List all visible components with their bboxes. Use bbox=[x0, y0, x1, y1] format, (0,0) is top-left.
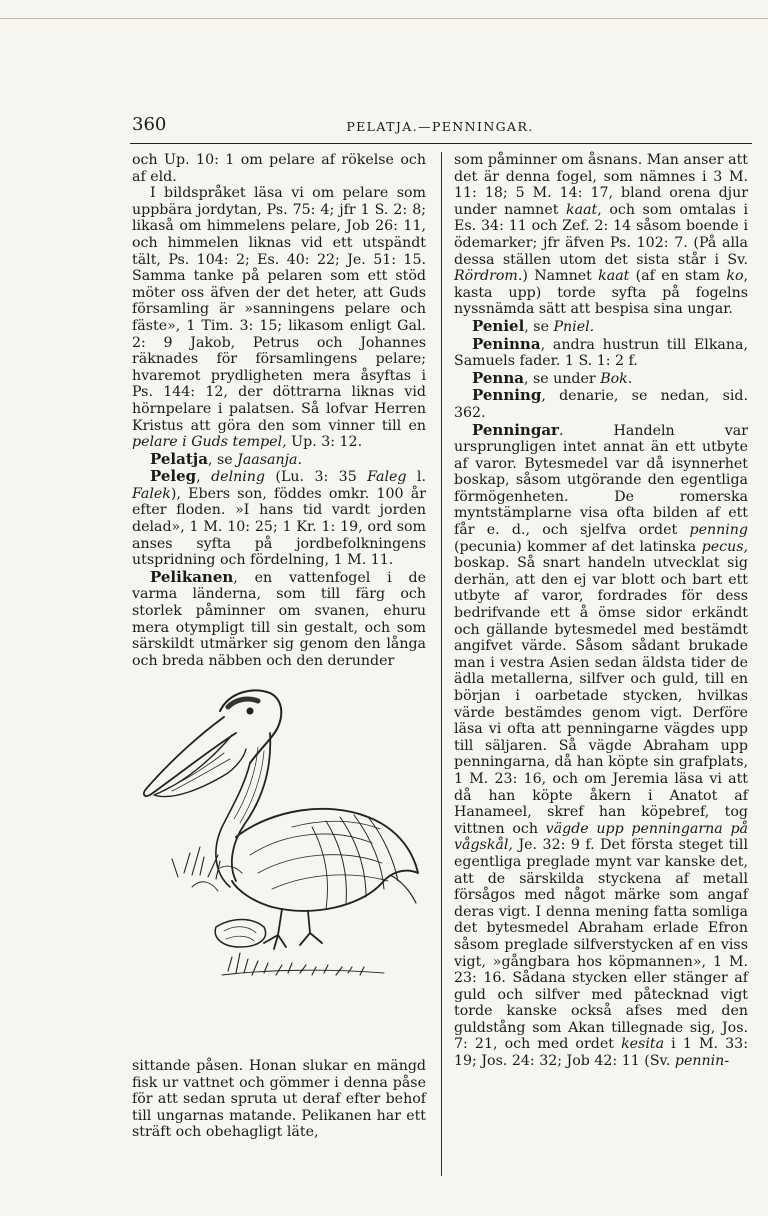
entry-penningar: Penningar. Handeln var ursprungligen intet annat än ett utbyte af varor. Bytesmedel var då isynnerhet boskap, såsom utgörande den egentliga förmögenheten. De romerska myntstämplarne visa ofta bilden af ett får e. d., och sjelfva ordet penning (pecunia) kommer af det latinska pecus, boskap. Så snart handeln utvecklat sig derhän, att den ej var blott och bart ett utbyte af varor, fordrades för dess bedrifvande ett å ömse sidor erkändt och gällande bytesmedel med bestämdt angifvet värde. Såsom sådant brukade man i vestra Asien sedan äldsta tider de ädla metallerna, silfver och guld, till en början i oarbetade stycken, hvilkas värde bestämdes genom vigt. Derföre läsa vi ofta att penningarne vägdes upp till säljaren. Så vägde Abraham upp penningarna, då han köpte sin grafplats, 1 M. 23: 16, och om Jeremia läsa vi att då han köpte åkern i Anatot af Hanameel, skref han köpebref, tog vittnen och vägde upp penningarna på vågskål, Je. 32: 9 f. Det första steget till egentliga preglade mynt var kanske det, att de särskilda styckena af metall försågos med något märke som angaf deras vigt. I denna mening fatta somliga det bytesmedel Abraham erlade Efron såsom preglade silfverstycken af en viss vigt, »gångbara hos köpmannen», 1 M. 23: 16. Sådana stycken eller stänger af guld och silfver med påtecknad vigt torde kanske också afses med den guldstång som Akan tillegnade sig, Jos. 7: 21, och med ordet kesita i 1 M. 33: 19; Jos. 24: 32; Job 42: 11 (Sv. pennin- bbox=[454, 420, 748, 1070]
header-rule bbox=[130, 143, 752, 144]
paragraph-pelikanen-cont: sittande påsen. Honan slukar en mängd fisk ur vattnet och gömmer i denna påse för att sedan spruta ut deraf efter behof till ungarnas matande. Pelikanen har ett sträft och obehagligt läte, bbox=[132, 1058, 426, 1141]
pelikanen-continued bbox=[132, 1058, 426, 1141]
headword-pelatja: Pelatja bbox=[150, 449, 208, 468]
paragraph-pelikanen-end: som påminner om åsnans. Man anser att det är denna fogel, som nämnes i 3 M. 11: 18; 5 M. 14: 17, bland orena djur under namnet kaat, och som omtalas i Es. 34: 11 och Zef. 2: 14 såsom boende i ödemarker; jfr äfven Ps. 102: 7. (På alla dessa ställen utom det sista står i Sv. Rördrom.) Namnet kaat (af en stam ko, kasta upp) torde syfta på fogelns nyssnämda sätt att bespisa sina ungar. bbox=[454, 152, 748, 318]
paragraph-continued: och Up. 10: 1 om pelare af rökelse och af eld. bbox=[132, 152, 426, 185]
headword-peninna: Peninna bbox=[472, 334, 541, 353]
left-column bbox=[132, 152, 426, 1192]
entry-peninna: Peninna, andra hustrun till Elkana, Samuels fader. 1 S. 1: 2 f. bbox=[454, 334, 748, 370]
entry-peniel: Peniel, se Pniel. bbox=[472, 316, 595, 335]
entry-penna: Penna, se under Bok. bbox=[472, 368, 633, 387]
headword-penningar: Penningar bbox=[472, 420, 559, 439]
entry-pelikanen: Pelikanen, en vattenfogel i de varma länderna, som till färg och storlek påminner om svanen, ehuru mera otympligt till sin gestalt, och som särskildt utmärker sig genom den långa och breda näbben och den derunder bbox=[132, 567, 426, 669]
entry-peleg: Peleg, delning (Lu. 3: 35 Faleg l. Falek), Ebers son, föddes omkr. 100 år efter floden. »I hans tid vardt jorden delad», 1 M. 10: 25; 1 Kr. 1: 19, ord som anses syfta på jordbefolkningens utspridning och fördelning, 1 M. 11. bbox=[132, 467, 426, 569]
page-number: 360 bbox=[132, 114, 167, 135]
page-edge-line bbox=[0, 18, 768, 19]
entry-pelatja: Pelatja, se Jaasanja. bbox=[150, 449, 302, 468]
headword-peleg: Peleg bbox=[150, 467, 197, 486]
headword-penna: Penna bbox=[472, 368, 524, 387]
pelican-illustration bbox=[132, 677, 426, 983]
page-header bbox=[128, 114, 752, 140]
running-head: PELATJA.—PENNINGAR. bbox=[346, 119, 534, 134]
headword-pelikanen: Pelikanen bbox=[150, 567, 234, 586]
paragraph-imagery: I bildspråket läsa vi om pelare som uppbära jordytan, Ps. 75: 4; jfr 1 S. 2: 8; likaså om himmelens pelare, Job 26: 11, och himmelen liknas vid ett utspändt tält, Ps. 104: 2; Es. 40: 22; Je. 51: 15. Samma tanke på pelaren som ett stöd möter oss äfven der det heter, att Guds församling är »sanningens pelare och fäste», 1 Tim. 3: 15; likasom enligt Gal. 2: 9 Jakob, Petrus och Johannes räknades för församlingens pelare; hvaremot prydligheten mera åsyftas i Ps. 144: 12, der döttrarna liknas vid hörnpelare i palatsen. Så lofvar Herren Kristus att göra den som vinner till en pelare i Guds tempel, Up. 3: 12. bbox=[132, 185, 426, 451]
headword-penning: Penning bbox=[472, 386, 542, 405]
book-page bbox=[128, 114, 752, 1141]
pelican-drawing bbox=[132, 677, 426, 983]
headword-peniel: Peniel bbox=[472, 316, 525, 335]
entry-penning: Penning, denarie, se nedan, sid. 362. bbox=[454, 386, 748, 421]
right-column bbox=[454, 152, 748, 1070]
column-divider bbox=[441, 152, 442, 1176]
